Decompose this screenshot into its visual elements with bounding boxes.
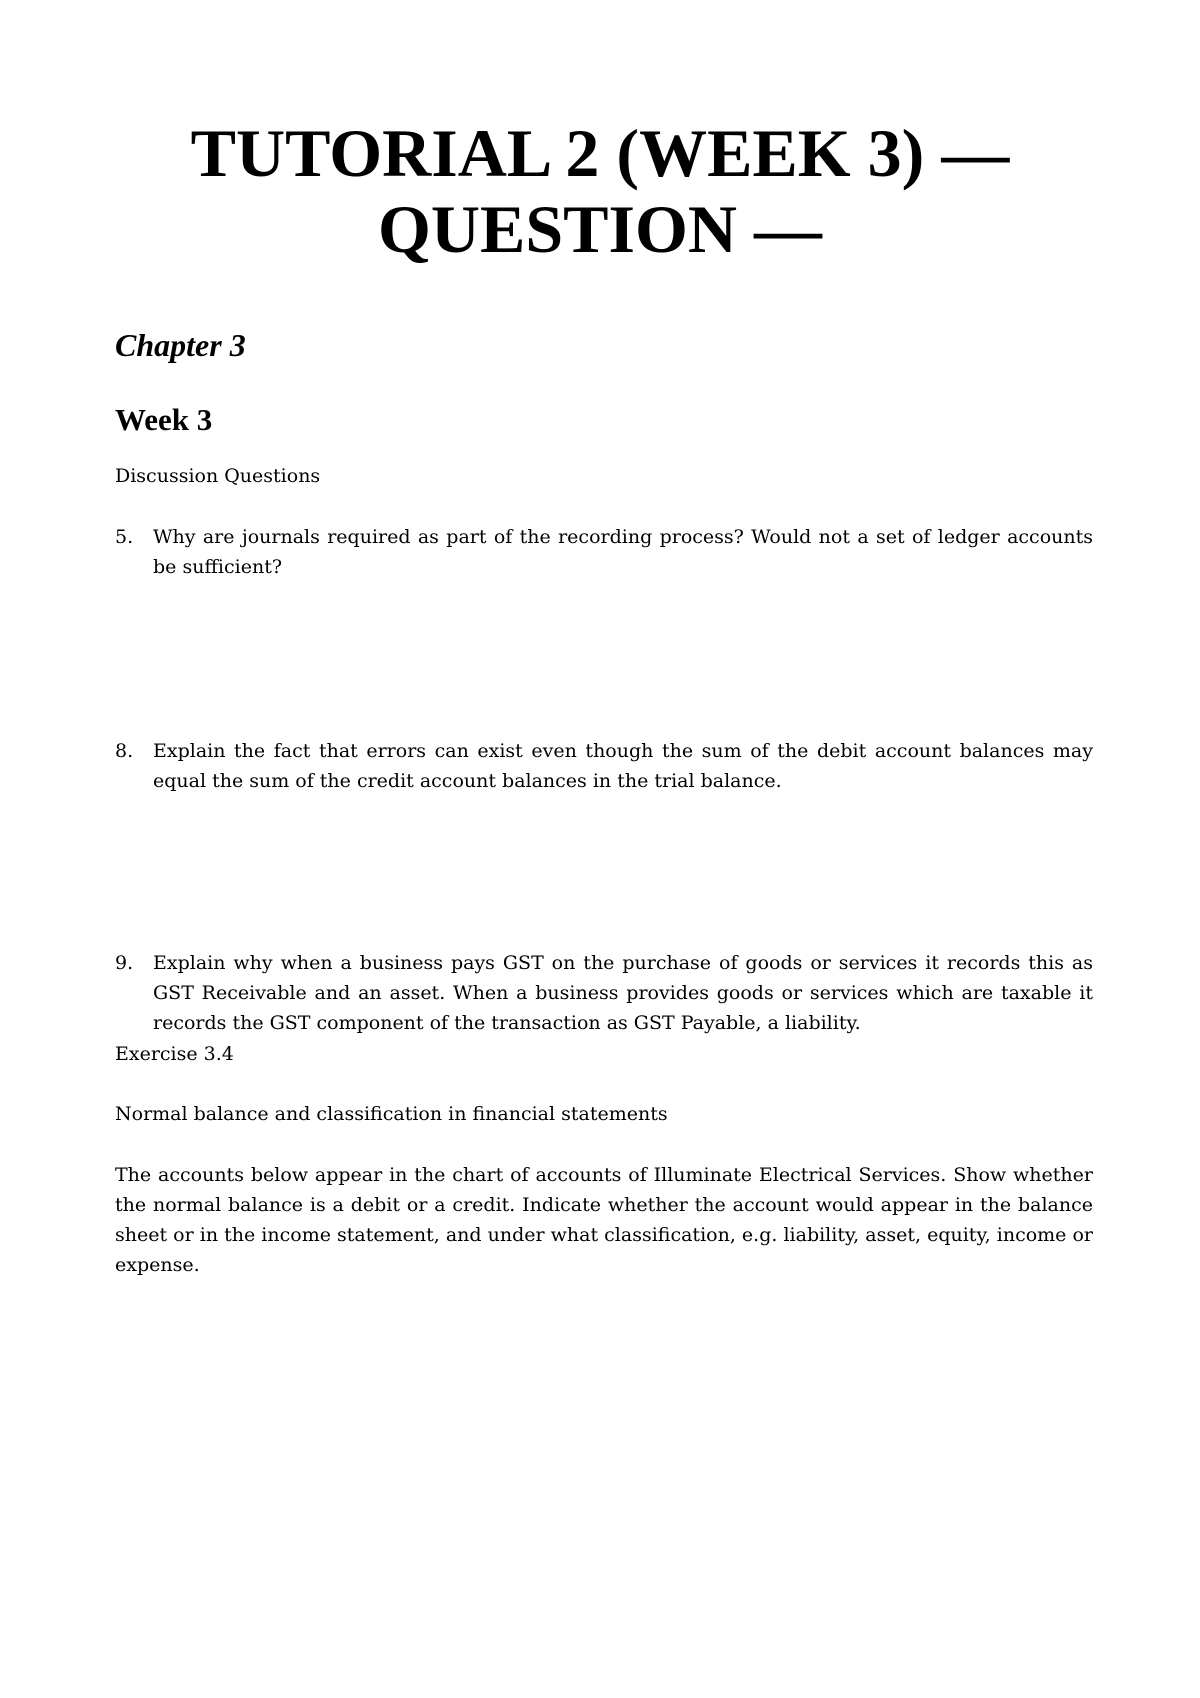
question-8: [115, 736, 1093, 796]
discussion-questions-heading: Discussion Questions: [115, 465, 321, 487]
chapter-heading: Chapter 3: [115, 327, 246, 363]
page-title-line-1: TUTORIAL 2 (WEEK 3) —: [190, 115, 1010, 191]
exercise-subtitle: Normal balance and classification in financial statements: [115, 1103, 668, 1125]
question-text: Explain why when a business pays GST on the purchase of goods or services it records this as GST Receivable and an asset. When a business provides goods or services which are taxable it records the GST component of the transaction as GST Payable, a liability.: [153, 952, 1093, 1034]
question-9: [115, 948, 1093, 1038]
question-text: Why are journals required as part of the recording process? Would not a set of ledger accounts be sufficient?: [153, 526, 1093, 578]
page-title-line-2: QUESTION —: [378, 191, 822, 267]
question-number: 5.: [115, 526, 134, 548]
exercise-label: Exercise 3.4: [115, 1043, 234, 1065]
question-text: Explain the fact that errors can exist even though the sum of the debit account balances may equal the sum of the credit account balances in the trial balance.: [153, 740, 1093, 792]
exercise-body: The accounts below appear in the chart of accounts of Illuminate Electrical Services. Show whether the normal balance is a debit or a credit. Indicate whether the account would appear in the balance sheet or in the income statement, and under what classification, e.g. liability, asset, equity, income or expense.: [115, 1164, 1093, 1276]
question-number: 9.: [115, 952, 134, 974]
question-5: [115, 522, 1093, 582]
week-heading: Week 3: [115, 402, 213, 437]
page-title: [0, 115, 1200, 267]
question-number: 8.: [115, 740, 134, 762]
